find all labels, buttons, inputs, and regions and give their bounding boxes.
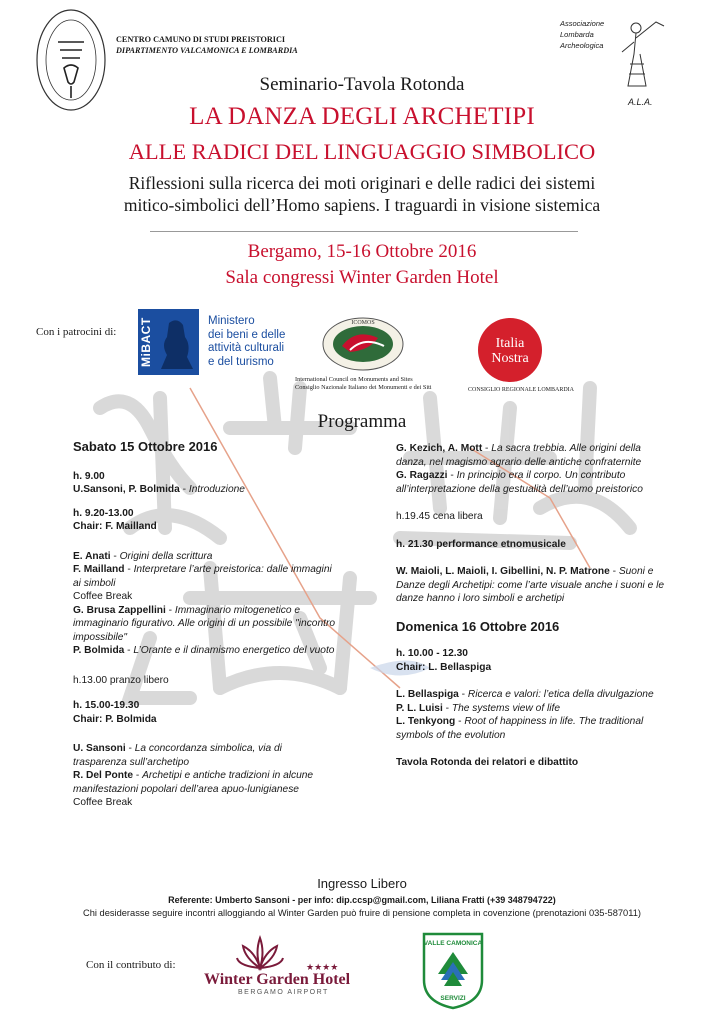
talk-kezich: G. Kezich, A. Mott - La sacra trebbia. Alle origini della danza, nel magismo agrario delle antiche confraternite <box>396 443 642 468</box>
talk-title: La sacra trebbia. Alle origini della danza, nel magismo agrario delle antiche confraternite <box>396 443 642 468</box>
talk-title: Immaginario mitogenetico e immaginario figurativo. Alle origini di un possibile "incontro impossibile" <box>73 604 336 643</box>
talk-title: La concordanza simbolica, via di trasparenza sull’archetipo <box>73 743 282 768</box>
session-intro: U.Sansoni, P. Bolmida - Introduzione <box>73 484 245 495</box>
speaker-names: G. Ragazzi <box>396 470 448 481</box>
talk-bellaspiga: L. Bellaspiga - Ricerca e valori: l’etica della divulgazione <box>396 689 654 700</box>
talk-ragazzi: G. Ragazzi - In principio era il corpo. Un contributo all’interpretazione della gestualità dell’uomo preistorico <box>396 470 643 495</box>
chair-day2: Chair: L. Bellaspiga <box>396 661 492 673</box>
italia-text: Italia <box>495 336 525 351</box>
talk-title: Introduzione <box>188 484 245 495</box>
centro-line-1: CENTRO CAMUNO DI STUDI PREISTORICI <box>116 35 286 44</box>
cena: h.19.45 cena libera <box>396 511 483 522</box>
ala-line-3: Archeologica <box>560 41 604 50</box>
performance: h. 21.30 performance etnomusicale <box>396 538 566 550</box>
program-left-column <box>73 440 335 810</box>
accommodation-note: Chi desiderasse seguire incontri alloggiando al Winter Garden può fruire di pensione completa in covenzione (prenotazioni 035-587011) <box>83 908 641 918</box>
day2-title: Domenica 16 Ottobre 2016 <box>396 618 560 634</box>
speaker-names: G. Brusa Zappellini <box>73 604 166 616</box>
ministero-line-4: e del turismo <box>208 355 274 368</box>
speaker-names: P. Bolmida <box>73 645 125 656</box>
coffee-break-1: Coffee Break <box>73 591 133 602</box>
statue-icon <box>155 315 197 371</box>
patronage-label: Con i patrocini di: <box>36 326 117 338</box>
coffee-break-2: Coffee Break <box>73 797 133 808</box>
ministero-line-2: dei beni e delle <box>208 328 286 341</box>
vc-top-text: VALLE CAMONICA <box>423 940 483 947</box>
day1-title: Sabato 15 Ottobre 2016 <box>73 439 218 454</box>
chair-morning: Chair: F. Mailland <box>73 521 157 532</box>
talk-luisi: P. L. Luisi - The systems view of life <box>396 702 561 714</box>
italia-nostra-logo <box>476 316 544 384</box>
ala-line-1: Associazione <box>560 19 605 28</box>
icomos-line-1: International Council on Monuments and Sites <box>295 376 413 383</box>
event-subtitle: Seminario-Tavola Rotonda <box>259 74 465 95</box>
centro-camuno-logo <box>34 6 108 114</box>
tavola-rotonda: Tavola Rotonda dei relatori e dibattito <box>396 757 579 768</box>
talk-sansoni: U. Sansoni - La concordanza simbolica, via di trasparenza sull’archetipo <box>73 743 282 768</box>
ala-name <box>560 18 604 51</box>
talk-maioli: W. Maioli, L. Maioli, I. Gibellini, N. P. Matrone - Suoni e Danze degli Archetipi: come l’arte visuale anche i suoni e le danze hanno i loro simboli e archetipi <box>396 566 665 604</box>
event-venue: Sala congressi Winter Garden Hotel <box>225 267 499 288</box>
referente-info: Referente: Umberto Sansoni - per info: dip.ccsp@gmail.com, Liliana Fratti (+39 348794722) <box>168 895 556 905</box>
ministero-line-3: attività culturali <box>208 342 285 354</box>
nostra-text: Nostra <box>491 351 529 366</box>
ala-abbreviation: A.L.A. <box>628 97 653 107</box>
icomos-name <box>295 376 432 392</box>
description-line-1: Riflessioni sulla ricerca dei moti originari e delle radici dei sistemi <box>128 173 596 193</box>
italia-nostra-sub: CONSIGLIO REGIONALE LOMBARDIA <box>468 387 574 393</box>
speaker-names: U.Sansoni, P. Bolmida <box>73 484 180 495</box>
speaker-names: U. Sansoni <box>73 743 126 754</box>
speaker-names: R. Del Ponte <box>73 770 134 781</box>
ingresso-libero: Ingresso Libero <box>317 876 407 891</box>
speaker-names: L. Tenkyong <box>396 716 456 727</box>
talk-title: Root of happiness in life. The traditional symbols of the evolution <box>396 716 644 741</box>
talk-delponte: R. Del Ponte - Archetipi e antiche tradizioni in alcune manifestazioni popolari dell’area apuo-lunigianese <box>73 770 314 795</box>
icomos-line-2: Consiglio Nazionale Italiano dei Monumenti e dei Siti <box>295 384 432 391</box>
programma-heading: Programma <box>317 411 407 432</box>
ministero-name <box>208 315 285 369</box>
winter-garden-name: Winter Garden Hotel <box>204 971 351 988</box>
speaker-names: P. L. Luisi <box>396 702 443 714</box>
speaker-names: F. Mailland <box>73 564 125 575</box>
event-description <box>0 172 724 216</box>
talk-brusa: G. Brusa Zappellini - Immaginario mitogenetico e immaginario figurativo. Alle origini di un possibile "incontro impossibile" <box>73 604 336 643</box>
time-0900: h. 9.00 <box>73 470 105 482</box>
event-subtitle-red: ALLE RADICI DEL LINGUAGGIO SIMBOLICO <box>128 139 596 164</box>
divider <box>150 231 578 232</box>
centro-line-2: DIPARTIMENTO VALCAMONICA E LOMBARDIA <box>116 46 298 55</box>
program-right-column <box>396 442 666 770</box>
speaker-names: L. Bellaspiga <box>396 689 459 700</box>
talk-tenkyong: L. Tenkyong - Root of happiness in life. The traditional symbols of the evolution <box>396 716 644 741</box>
event-date: Bergamo, 15-16 Ottobre 2016 <box>247 241 477 262</box>
valle-camonica-servizi-logo <box>418 930 488 1010</box>
talk-title: Archetipi e antiche tradizioni in alcune manifestazioni popolari dell’area apuo-lunigianese <box>73 770 314 795</box>
description-line-2: mitico-simbolici dell’Homo sapiens. I traguardi in visione sistemica <box>123 195 601 215</box>
icomos-badge-text: ICOMOS <box>351 320 375 326</box>
icomos-logo <box>320 316 406 372</box>
talk-title: Suoni e Danze degli Archetipi: come l’arte visuale anche i suoni e le danze hanno i loro simboli e archetipi <box>396 566 665 604</box>
vc-bottom-text: SERVIZI <box>440 995 466 1002</box>
winter-garden-sub: BERGAMO AIRPORT <box>238 989 329 996</box>
talk-mailland: F. Mailland - Interpretare l’arte preistorica: dalle immagini ai simboli <box>73 564 332 589</box>
talk-title: In principio era il corpo. Un contributo all’interpretazione della gestualità dell’uomo preistorico <box>396 470 643 495</box>
winter-garden-lotus-icon <box>235 932 285 972</box>
event-title: LA DANZA DEGLI ARCHETIPI <box>189 103 535 130</box>
talk-anati: E. Anati - Origini della scrittura <box>73 550 213 562</box>
star-rating-icon: ★★★★ <box>306 962 339 972</box>
chair-afternoon: Chair: P. Bolmida <box>73 713 157 725</box>
talk-title: Ricerca e valori: l’etica della divulgazione <box>467 689 654 700</box>
pranzo: h.13.00 pranzo libero <box>73 674 169 686</box>
time-morning: h. 9.20-13.00 <box>73 507 134 519</box>
speaker-names: E. Anati <box>73 550 111 562</box>
time-afternoon: h. 15.00-19.30 <box>73 700 140 711</box>
time-day2: h. 10.00 - 12.30 <box>396 648 468 659</box>
talk-bolmida: P. Bolmida - L’Orante e il dinamismo energetico del vuoto <box>73 645 335 656</box>
ministero-line-1: Ministero <box>208 315 255 327</box>
talk-title: The systems view of life <box>451 702 561 714</box>
centro-camuno-heading <box>116 34 298 56</box>
mibact-logo <box>138 309 199 375</box>
ala-line-2: Lombarda <box>560 30 594 39</box>
talk-title: Interpretare l’arte preistorica: dalle immagini ai simboli <box>73 564 332 589</box>
contributo-label: Con il contributo di: <box>86 959 176 971</box>
talk-title: L’Orante e il dinamismo energetico del vuoto <box>133 645 335 656</box>
speaker-names: G. Kezich, A. Mott <box>396 443 483 454</box>
speaker-names: W. Maioli, L. Maioli, I. Gibellini, N. P. Matrone <box>396 566 610 577</box>
talk-title: Origini della scrittura <box>119 550 213 562</box>
mibact-text: MiBACT <box>139 317 153 367</box>
